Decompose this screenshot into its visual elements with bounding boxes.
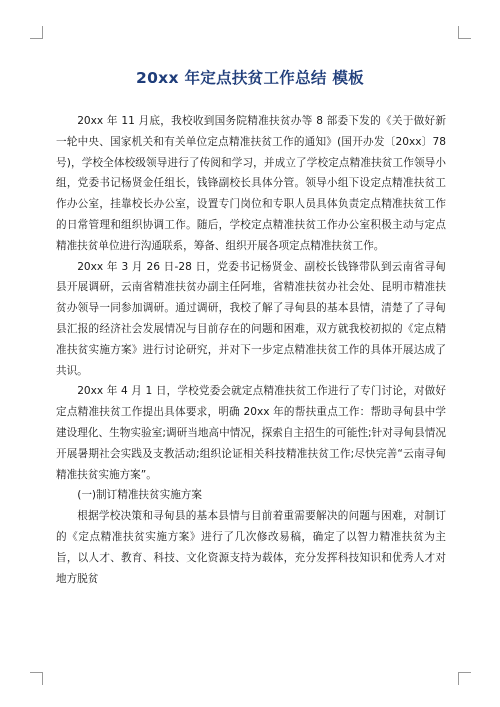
paragraph: 20xx 年 3 月 26 日-28 日，党委书记杨贤金、副校长钱锋带队到云南省寻甸县开展调研，云南省精准扶贫办副主任阿堆，省精准扶贫办社会处、昆明市精准扶贫办领导一同参加调研。通过调研，我校了解了寻甸县的基本县情，清楚了了寻甸县汇报的经济社会发展情况与目前存在的问题和困难，双方就我校初拟的《定点精准扶贫实施方案》进行讨论研究，并对下一步定点精准扶贫工作的具体开展达成了共识。: [56, 260, 446, 377]
page-corner-mark-bottom-left: [30, 672, 43, 685]
paragraph: 20xx 年 4 月 1 日，学校党委会就定点精准扶贫工作进行了专门讨论，对做好定点精准扶贫工作提出具体要求，明确 20xx 年的帮扶重点工作：帮助寻甸县中学建设理化、生物实验室;调研当地高中情况，探索自主招生的可能性;针对寻甸县情况开展暑期社会实践及支教活动;组织论证相关科技精准扶贫工作;尽快完善“云南寻甸精准扶贫实施方案”。: [56, 385, 446, 481]
paragraph: 20xx 年 11 月底，我校收到国务院精准扶贫办等 8 部委下发的《关于做好新一轮中央、国家机关和有关单位定点精准扶贫工作的通知》(国开办发〔20xx〕78 号)，学校全体校级领导进行了传阅和学习，并成立了学校定点精准扶贫工作领导小组，党委书记杨贤金任组长，钱锋副校长具体分管。领导小组下设定点精准扶贫工作办公室，挂靠校长办公室，设置专门岗位和专职人员具体负责定点精准扶贫工作的日常管理和组织协调工作。随后，学校定点精准扶贫工作办公室积极主动与定点精准扶贫单位进行沟通联系，筹备、组织开展各项定点精准扶贫工作。: [56, 115, 446, 252]
page-corner-mark-bottom-right: [458, 672, 471, 685]
document-body: [56, 111, 446, 589]
section-heading: (一)制订精准扶贫实施方案: [77, 489, 202, 502]
page-corner-mark-top-left: [30, 26, 43, 39]
page-corner-mark-top-right: [458, 26, 471, 39]
paragraph: 根据学校决策和寻甸县的基本县情与目前着重需要解决的问题与困难，对制订的《定点精准扶贫实施方案》进行了几次修改易稿，确定了以智力精准扶贫为主旨，以人才、教育、科技、文化资源支持为载体，充分发挥科技知识和优秀人才对地方脱贫: [56, 510, 446, 585]
document-title: 20xx 年定点扶贫工作总结 模板: [136, 69, 364, 87]
